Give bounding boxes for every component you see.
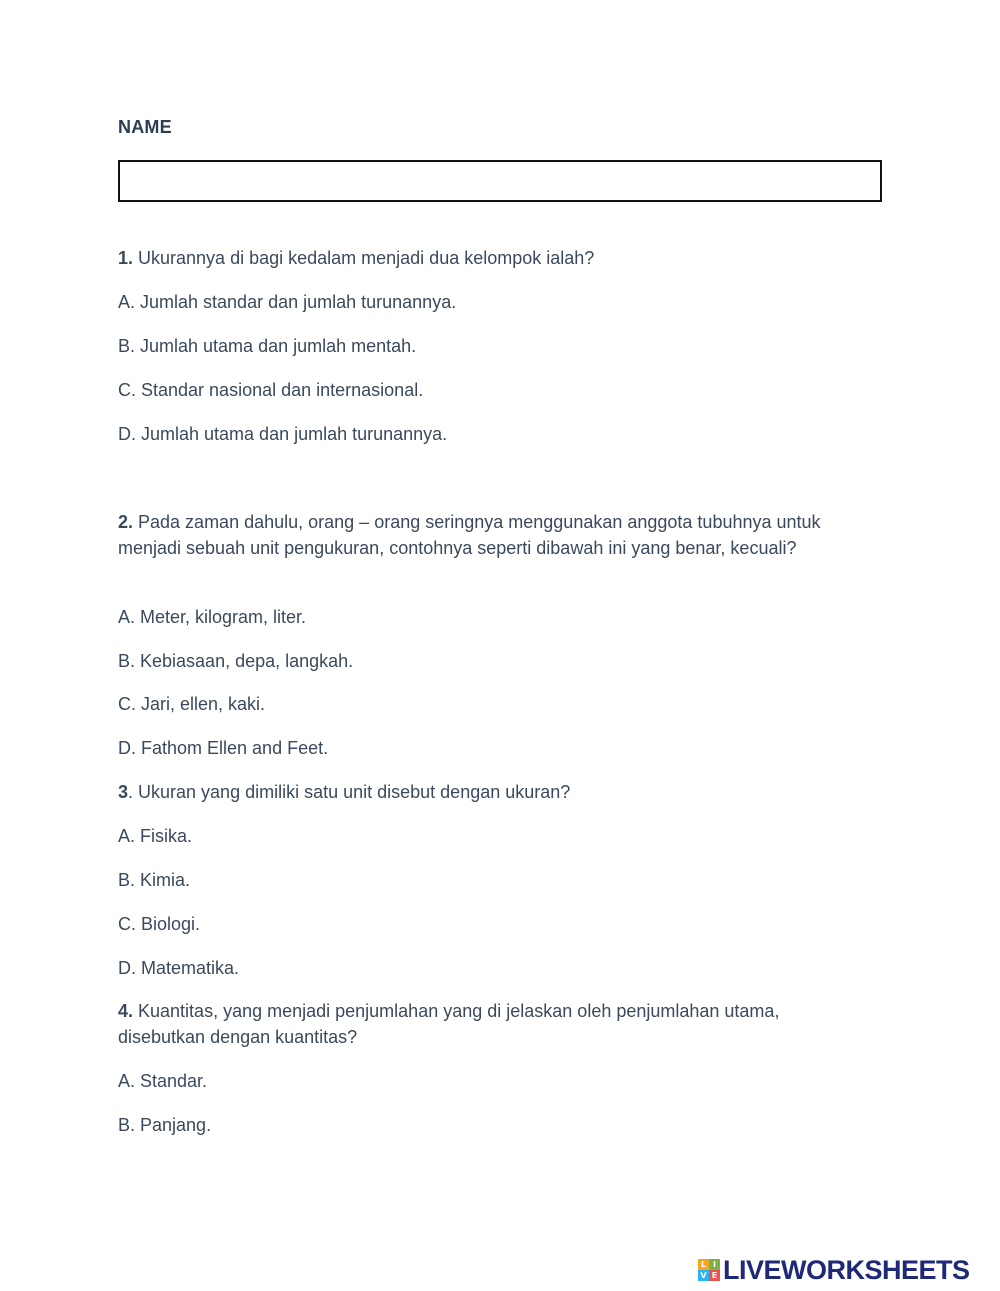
option-3d: D. Matematika. [118,958,240,978]
logo-mark-letter: I [709,1259,720,1270]
option-2d: D. Fathom Ellen and Feet. [118,738,329,758]
logo-mark-icon [698,1259,720,1281]
option-4a: A. Standar. [118,1071,208,1091]
option-3b: B. Kimia. [118,870,191,890]
question-number: 1. [118,248,134,268]
option-1c: C. Standar nasional dan internasional. [118,380,424,400]
question-number: 4. [118,1001,134,1021]
question-3 [118,779,858,805]
option-1b: B. Jumlah utama dan jumlah mentah. [118,336,417,356]
logo-text: LIVEWORKSHEETS [723,1254,970,1285]
logo-mark-letter: L [698,1259,709,1270]
logo-mark-letter: V [698,1270,709,1281]
question-text: . Ukuran yang dimiliki satu unit disebut dengan ukuran? [128,782,571,802]
question-number: 2. [118,512,134,532]
question-1 [118,245,858,271]
question-number: 3 [118,782,129,802]
option-2a: A. Meter, kilogram, liter. [118,607,307,627]
option-1a: A. Jumlah standar dan jumlah turunannya. [118,292,457,312]
option-3c: C. Biologi. [118,914,201,934]
option-2b: B. Kebiasaan, depa, langkah. [118,651,354,671]
question-4 [118,998,848,1050]
question-text: Kuantitas, yang menjadi penjumlahan yang di jelaskan oleh penjumlahan utama, disebutkan dengan kuantitas? [118,1001,780,1047]
question-text: Pada zaman dahulu, orang – orang seringnya menggunakan anggota tubuhnya untuk menjadi sebuah unit pengukuran, contohnya seperti dibawah ini yang benar, kecuali? [118,512,821,558]
question-2 [118,509,848,561]
option-1d: D. Jumlah utama dan jumlah turunannya. [118,424,448,444]
logo-mark-letter: E [709,1270,720,1281]
liveworksheets-logo [698,1255,970,1285]
option-2c: C. Jari, ellen, kaki. [118,694,266,714]
question-text: Ukurannya di bagi kedalam menjadi dua kelompok ialah? [133,248,595,268]
option-3a: A. Fisika. [118,826,193,846]
name-input[interactable] [118,160,882,202]
name-label: NAME [118,117,172,137]
option-4b: B. Panjang. [118,1115,212,1135]
